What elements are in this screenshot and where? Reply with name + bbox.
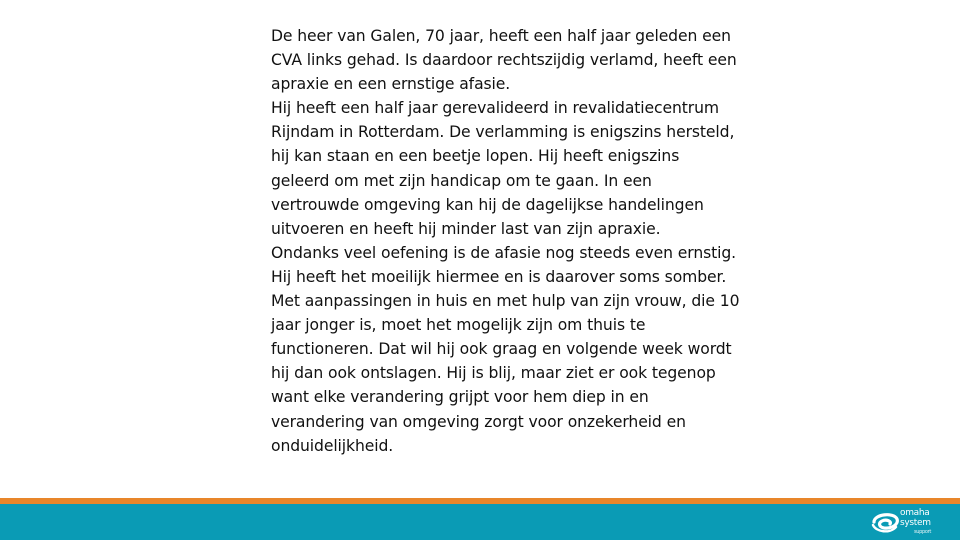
logo-text-system: system bbox=[900, 518, 931, 528]
logo-text-support: support bbox=[914, 529, 932, 535]
omaha-swirl-icon bbox=[870, 509, 900, 535]
paragraph-3: Ondanks veel oefening is de afasie nog steeds even ernstig. Hij heeft het moeilijk hiermee en is daarover soms somber. Met aanpassingen in huis en met hulp van zijn vrouw, die 10 jaar jonger is, moet het mogelijk zijn om thuis te functioneren. Dat wil hij ook graag en volgende week wordt hij dan ook ontslagen. Hij is blij, maar ziet er ook tegenop want elke verandering grijpt voor hem diep in en verandering van omgeving zorgt voor onzekerheid en onduidelijkheid. bbox=[271, 243, 740, 455]
logo-text-omaha: omaha bbox=[900, 508, 930, 518]
paragraph-1: De heer van Galen, 70 jaar, heeft een half jaar geleden een CVA links gehad. Is daardoor rechtszijdig verlamd, heeft een apraxie en een ernstige afasie. bbox=[271, 27, 737, 94]
omaha-system-logo bbox=[870, 507, 942, 537]
footer-band bbox=[0, 504, 960, 540]
paragraph-2: Hij heeft een half jaar gerevalideerd in revalidatiecentrum Rijndam in Rotterdam. De verlamming is enigszins hersteld, hij kan staan en een beetje lopen. Hij heeft enigszins geleerd om met zijn handicap om te gaan. In een vertrouwde omgeving kan hij de dagelijkse handelingen uitvoeren en heeft hij minder last van zijn apraxie. bbox=[271, 99, 735, 238]
case-description-text bbox=[271, 24, 741, 458]
